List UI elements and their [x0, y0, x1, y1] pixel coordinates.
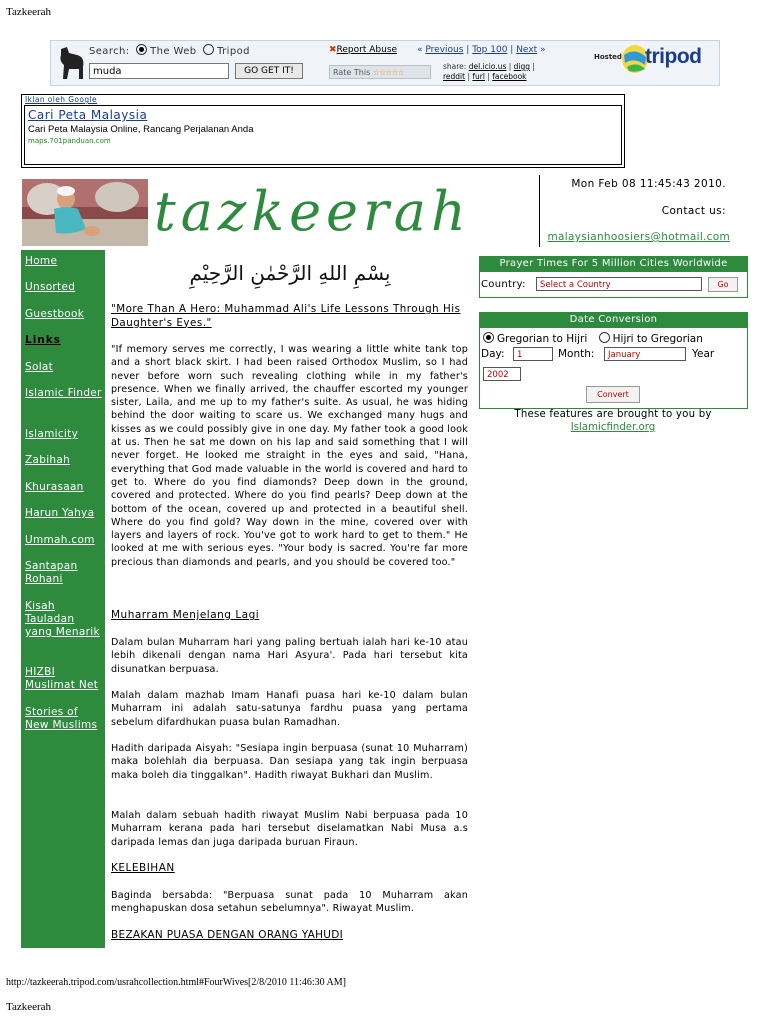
sidebar-item-santapan-rohani[interactable]: Santapan Rohani [25, 560, 78, 585]
radio-web-label: The Web [150, 46, 197, 57]
sidebar-item-kisah-tauladan[interactable]: Kisah Tauladan yang Menarik [25, 600, 100, 638]
footer-url: http://tazkeerah.tripod.com/usrahcollection.html#FourWives[2/8/2010 11:46:30 AM] [6, 977, 346, 988]
sidebar [21, 250, 105, 948]
sidebar-item-islamicity[interactable]: Islamicity [25, 428, 79, 440]
sidebar-item-unsorted[interactable]: Unsorted [25, 281, 76, 293]
page-header-title: Tazkeerah [6, 6, 52, 18]
hijri-to-gregorian-label: Hijri to Gregorian [612, 333, 703, 345]
share-reddit[interactable]: reddit [443, 72, 466, 81]
country-label: Country: [481, 279, 526, 290]
go-get-it-button[interactable]: GO GET IT! [235, 63, 303, 79]
month-select[interactable]: January [604, 347, 686, 361]
gregorian-to-hijri-label: Gregorian to Hijri [497, 333, 588, 345]
top100-link[interactable]: Top 100 [472, 45, 508, 55]
footer-title: Tazkeerah [6, 1001, 52, 1013]
next-link[interactable]: Next [516, 45, 538, 55]
article-paragraph-3: Hadith daripada Aisyah: "Sesiapa ingin berpuasa (sunat 10 Muharram) maka bolehlah dia berpuasa. Dan sesiapa yang tak ingin berpuasa maka boleh dia tinggalkan". Hadith riwayat Bukhari dan Muslim. [111, 743, 468, 781]
rate-this-widget[interactable] [329, 65, 431, 79]
radio-hijri-to-gregorian[interactable] [599, 332, 610, 343]
ad-title[interactable]: Cari Peta Malaysia [28, 108, 148, 122]
article-paragraph-2: Malah dalam mazhab Imam Hanafi puasa hari ke-10 dalam bulan Muharram ini adalah satu-satunya fardhu puasa yang pertama sebelum difardhukan puasa bulan Ramadhan. [111, 690, 468, 728]
share-label: share: [443, 62, 467, 71]
sidebar-item-solat[interactable]: Solat [25, 361, 54, 373]
rating-stars-icon[interactable]: ☆☆☆☆☆ [372, 68, 404, 77]
sidebar-item-links[interactable]: Links [25, 334, 61, 346]
year-input[interactable]: 2002 [483, 367, 521, 381]
ad-description: Cari Peta Malaysia Online, Rancang Perjalanan Anda [28, 124, 254, 135]
share-facebook[interactable]: facebook [492, 72, 527, 81]
radio-gregorian-to-hijri[interactable] [483, 332, 494, 343]
year-label: Year [692, 348, 715, 360]
sidebar-item-islamic-finder[interactable]: Islamic Finder [25, 387, 102, 399]
article-title-ali: "More Than A Hero: Muhammad Ali's Life Lessons Through His Daughter's Eyes." [111, 303, 461, 329]
convert-button[interactable]: Convert [586, 386, 640, 403]
ad-label[interactable]: Iklan oleh Google [25, 95, 98, 104]
tripod-toolbar: Search: The Web Tripod muda GO GET IT! ✖Report Abuse « Previous | Top 100 | Next » Rate This ☆☆☆☆☆ share: del.icio.us | digg | reddit | furl | facebook Hosted tripod [50, 40, 720, 86]
contact-label: Contact us: [661, 205, 726, 217]
share-furl[interactable]: furl [472, 72, 485, 81]
sidebar-item-harun-yahya[interactable]: Harun Yahya [25, 507, 95, 519]
google-ad-box [21, 94, 625, 168]
ad-url[interactable]: maps.701panduan.com [28, 137, 111, 145]
radio-web[interactable] [136, 44, 147, 55]
sidebar-item-hizbi[interactable]: HIZBI Muslimat Net [25, 666, 99, 691]
article-paragraph-5: Baginda bersabda: "Berpuasa sunat pada 10 Muharram akan menghapuskan dosa setahun sebelumnya". Riwayat Muslim. [111, 890, 468, 915]
radio-tripod[interactable] [203, 44, 214, 55]
article-title-yahudi: BEZAKAN PUASA DENGAN ORANG YAHUDI [111, 929, 344, 941]
child-photo [22, 179, 148, 246]
rate-label: Rate This [333, 68, 371, 77]
site-logo: tazkeerah [154, 180, 471, 243]
sidebar-item-khurasaan[interactable]: Khurasaan [25, 481, 84, 493]
day-label: Day: [481, 348, 505, 360]
tripod-logo[interactable]: tripod [645, 45, 702, 68]
sidebar-item-stories[interactable]: Stories of New Muslims [25, 706, 98, 731]
article-story: "If memory serves me correctly, I was wearing a little white tank top and a short black skirt. I had been raised Orthodox Muslim, so I had never before worn such revealing clothing while in my father's presence. When we finally arrived, the chauffer escorted my younger sister, Laila, and me up to my father's suite. As usual, he was hiding behind the door waiting to scare us. We exchanged many hugs and kisses as we could possibly give in one day. My father took a good look at us. Then he sat me down on his lap and said something that I will never forget. He looked me straight in the eyes and said, "Hana, everything that God made valuable in the world is covered and hard to get to. Where do you find diamonds? Deep down in the ground, covered and protected. Where do you find pearls? Deep down at the bottom of the ocean, covered up and protected in a beautiful shell. Where do you find gold? Way down in the mine, covered over with layers and layers of rock. You've got to work hard to get to them." He looked at me with serious eyes. "Your body is sacred. You're far more precious than diamonds and pearls, and you should be covered too." [111, 344, 468, 568]
prayer-times-title: Prayer Times For 5 Million Cities Worldwide [479, 256, 748, 272]
islamicfinder-link[interactable]: Islamicfinder.org [570, 422, 656, 433]
article-paragraph-4: Malah dalam sebuah hadith riwayat Muslim Nabi berpuasa pada 10 Muharram kerana pada hari tersebut diselamatkan Nabi Musa a.s daripada lemas dan juga daripada buruan Firaun. [111, 810, 468, 848]
bismillah-calligraphy: بِسْمِ اللهِ الرَّحْمٰنِ الرَّحِيْمِ [189, 261, 391, 285]
sidebar-item-ummah[interactable]: Ummah.com [25, 534, 95, 546]
radio-tripod-label: Tripod [217, 46, 250, 57]
month-label: Month: [558, 348, 595, 360]
country-select[interactable]: Select a Country [536, 277, 702, 291]
contact-email[interactable]: malaysianhoosiers@hotmail.com [547, 231, 730, 243]
report-abuse-icon: ✖ [329, 45, 337, 55]
article-title-kelebihan: KELEBIHAN [111, 862, 175, 874]
current-date: Mon Feb 08 11:45:43 2010. [571, 178, 726, 190]
date-direction-options [483, 332, 703, 345]
search-label: Search: [89, 46, 130, 57]
search-input[interactable] [89, 63, 229, 79]
report-abuse-link[interactable]: Report Abuse [336, 45, 398, 55]
previous-link[interactable]: Previous [425, 45, 464, 55]
next-arrow-icon: » [540, 45, 546, 55]
day-select[interactable]: 1 [513, 347, 553, 361]
sidebar-item-guestbook[interactable]: Guestbook [25, 308, 85, 320]
article-title-muharram: Muharram Menjelang Lagi [111, 609, 260, 621]
dog-logo-icon [55, 45, 87, 81]
share-delicious[interactable]: del.icio.us [468, 62, 507, 71]
prayer-go-button[interactable]: Go [708, 277, 738, 292]
sidebar-item-zabihah[interactable]: Zabihah [25, 454, 71, 466]
share-digg[interactable]: digg [513, 62, 531, 71]
previous-arrow-icon: « [417, 45, 423, 55]
sidebar-item-home[interactable]: Home [25, 255, 58, 267]
date-conversion-title: Date Conversion [479, 312, 748, 328]
credit-text: These features are brought to you by [514, 409, 712, 420]
article-paragraph-1: Dalam bulan Muharram hari yang paling bertuah ialah hari ke-10 atau lebih dikenali dengan nama Hari Asyura'. Pada hari tersebut kita disunatkan berpuasa. [111, 637, 468, 675]
hosted-label: Hosted [594, 53, 622, 61]
